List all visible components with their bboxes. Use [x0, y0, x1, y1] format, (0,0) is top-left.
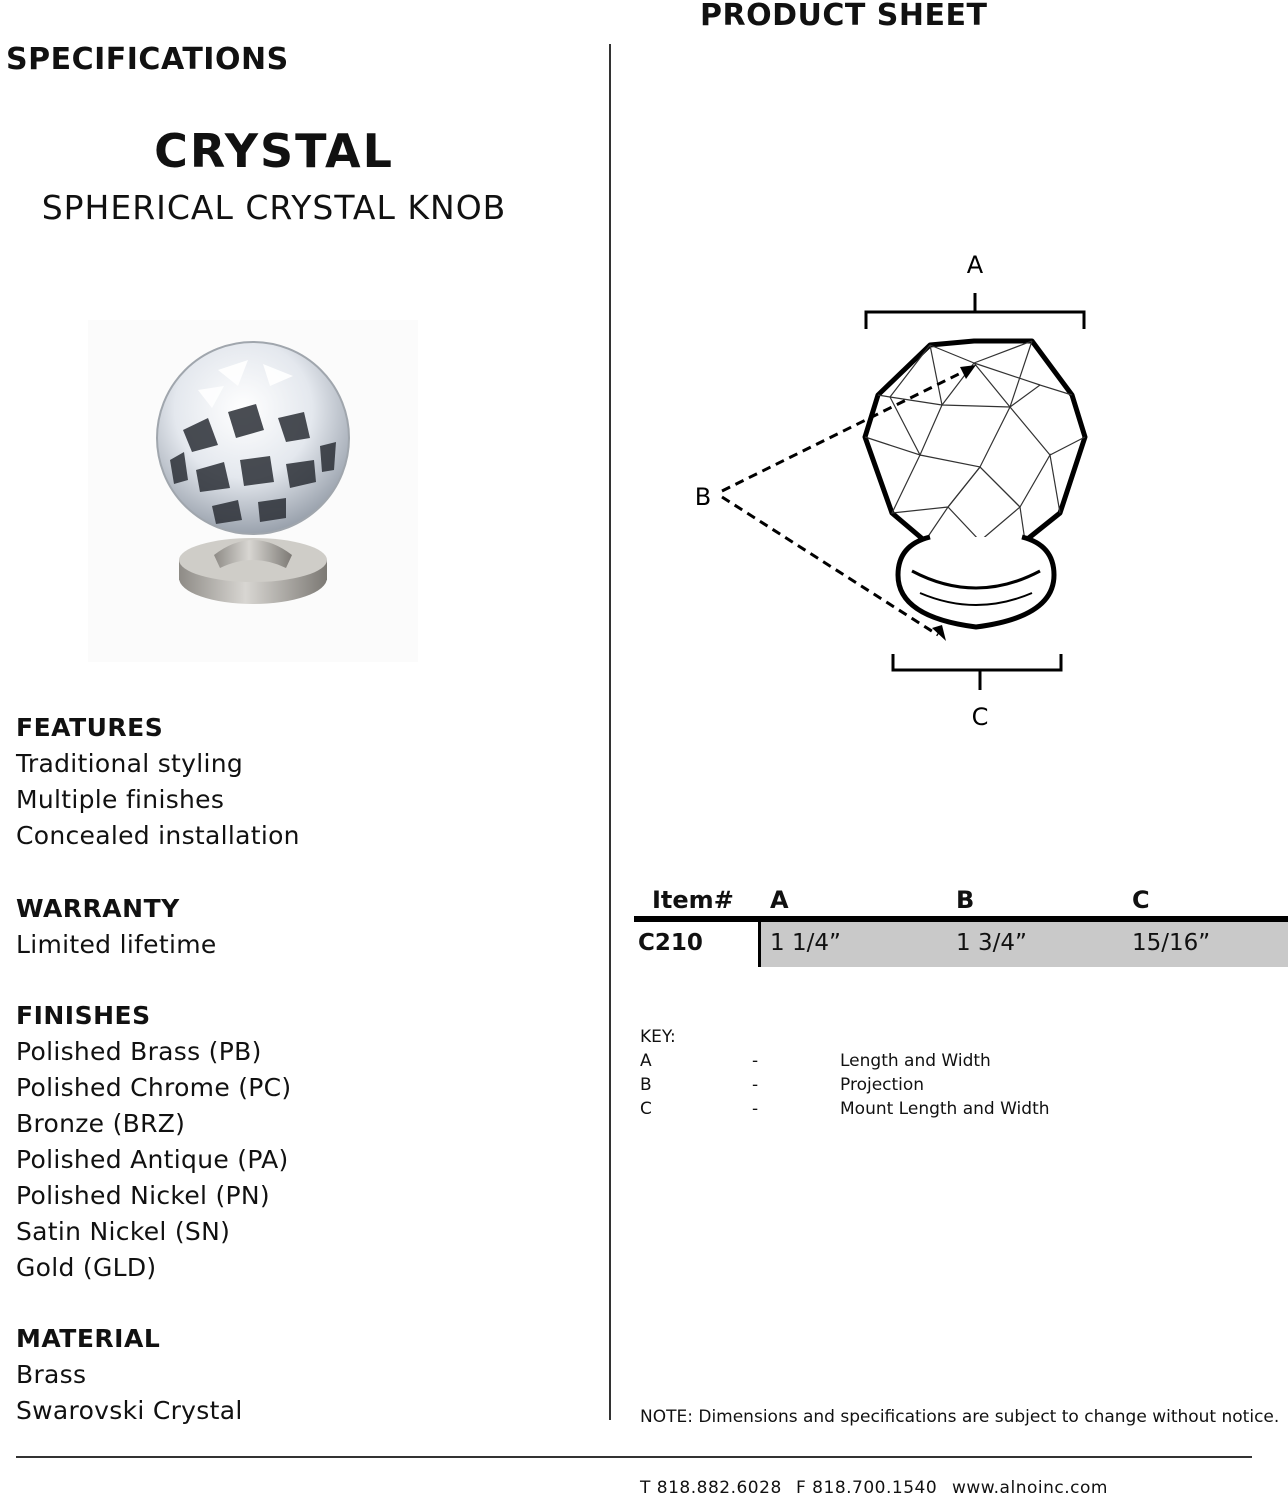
material-item: Swarovski Crystal: [16, 1396, 243, 1425]
finish-item: Polished Antique (PA): [16, 1145, 289, 1174]
warranty-item: Limited lifetime: [16, 930, 217, 959]
dimension-label-a: A: [966, 251, 984, 279]
finish-item: Polished Brass (PB): [16, 1037, 262, 1066]
key-letter: B: [640, 1075, 652, 1095]
finish-item: Gold (GLD): [16, 1253, 157, 1282]
dimension-label-c: C: [971, 703, 989, 731]
footer-phone: T 818.882.6028: [640, 1478, 782, 1498]
key-description: Length and Width: [840, 1051, 991, 1071]
finish-item: Polished Chrome (PC): [16, 1073, 292, 1102]
footer-fax: F 818.700.1540: [796, 1478, 938, 1498]
material-item: Brass: [16, 1360, 87, 1389]
footer-website[interactable]: www.alnoinc.com: [952, 1478, 1108, 1498]
dimension-diagram: [680, 245, 1110, 735]
table-header-a: A: [770, 886, 789, 914]
key-description: Projection: [840, 1075, 925, 1095]
finish-item: Bronze (BRZ): [16, 1109, 186, 1138]
material-title: MATERIAL: [16, 1324, 161, 1353]
key-dash: -: [752, 1099, 759, 1119]
table-header-item: Item#: [652, 886, 734, 914]
disclaimer-note: NOTE: Dimensions and specifications are subject to change without notice.: [640, 1407, 1280, 1427]
key-legend: [640, 1027, 1050, 1123]
product-name: CRYSTAL: [154, 124, 394, 178]
key-dash: -: [752, 1051, 759, 1071]
feature-item: Multiple finishes: [16, 785, 225, 814]
features-title: FEATURES: [16, 713, 164, 742]
feature-item: Concealed installation: [16, 821, 300, 850]
finishes-section: [16, 998, 291, 1286]
dimension-label-b: B: [694, 483, 712, 511]
product-sheet-heading: PRODUCT SHEET: [700, 0, 988, 33]
key-description: Mount Length and Width: [840, 1099, 1050, 1119]
table-header-b: B: [956, 886, 975, 914]
key-title: KEY:: [640, 1027, 676, 1047]
features-section: [16, 710, 300, 854]
feature-item: Traditional styling: [16, 749, 244, 778]
material-section: [16, 1321, 243, 1429]
finishes-title: FINISHES: [16, 1001, 151, 1030]
vertical-divider: [609, 44, 611, 1420]
finish-item: Polished Nickel (PN): [16, 1181, 270, 1210]
key-letter: A: [640, 1051, 652, 1071]
key-row: [640, 1075, 925, 1099]
table-cell-b: 1 3/4”: [956, 930, 1027, 956]
product-photo: [88, 320, 418, 662]
finish-item: Satin Nickel (SN): [16, 1217, 231, 1246]
warranty-section: [16, 891, 217, 963]
specifications-heading: SPECIFICATIONS: [6, 42, 289, 77]
warranty-title: WARRANTY: [16, 894, 180, 923]
table-cell-item: C210: [638, 930, 703, 956]
key-row: [640, 1051, 991, 1075]
table-cell-a: 1 1/4”: [770, 930, 841, 956]
key-dash: -: [752, 1075, 759, 1095]
footer-divider: [16, 1456, 1252, 1458]
key-row: [640, 1099, 1050, 1123]
key-letter: C: [640, 1099, 652, 1119]
table-row-divider: [758, 922, 761, 967]
table-header-c: C: [1132, 886, 1150, 914]
table-cell-c: 15/16”: [1132, 930, 1211, 956]
product-subtitle: SPHERICAL CRYSTAL KNOB: [41, 188, 507, 227]
